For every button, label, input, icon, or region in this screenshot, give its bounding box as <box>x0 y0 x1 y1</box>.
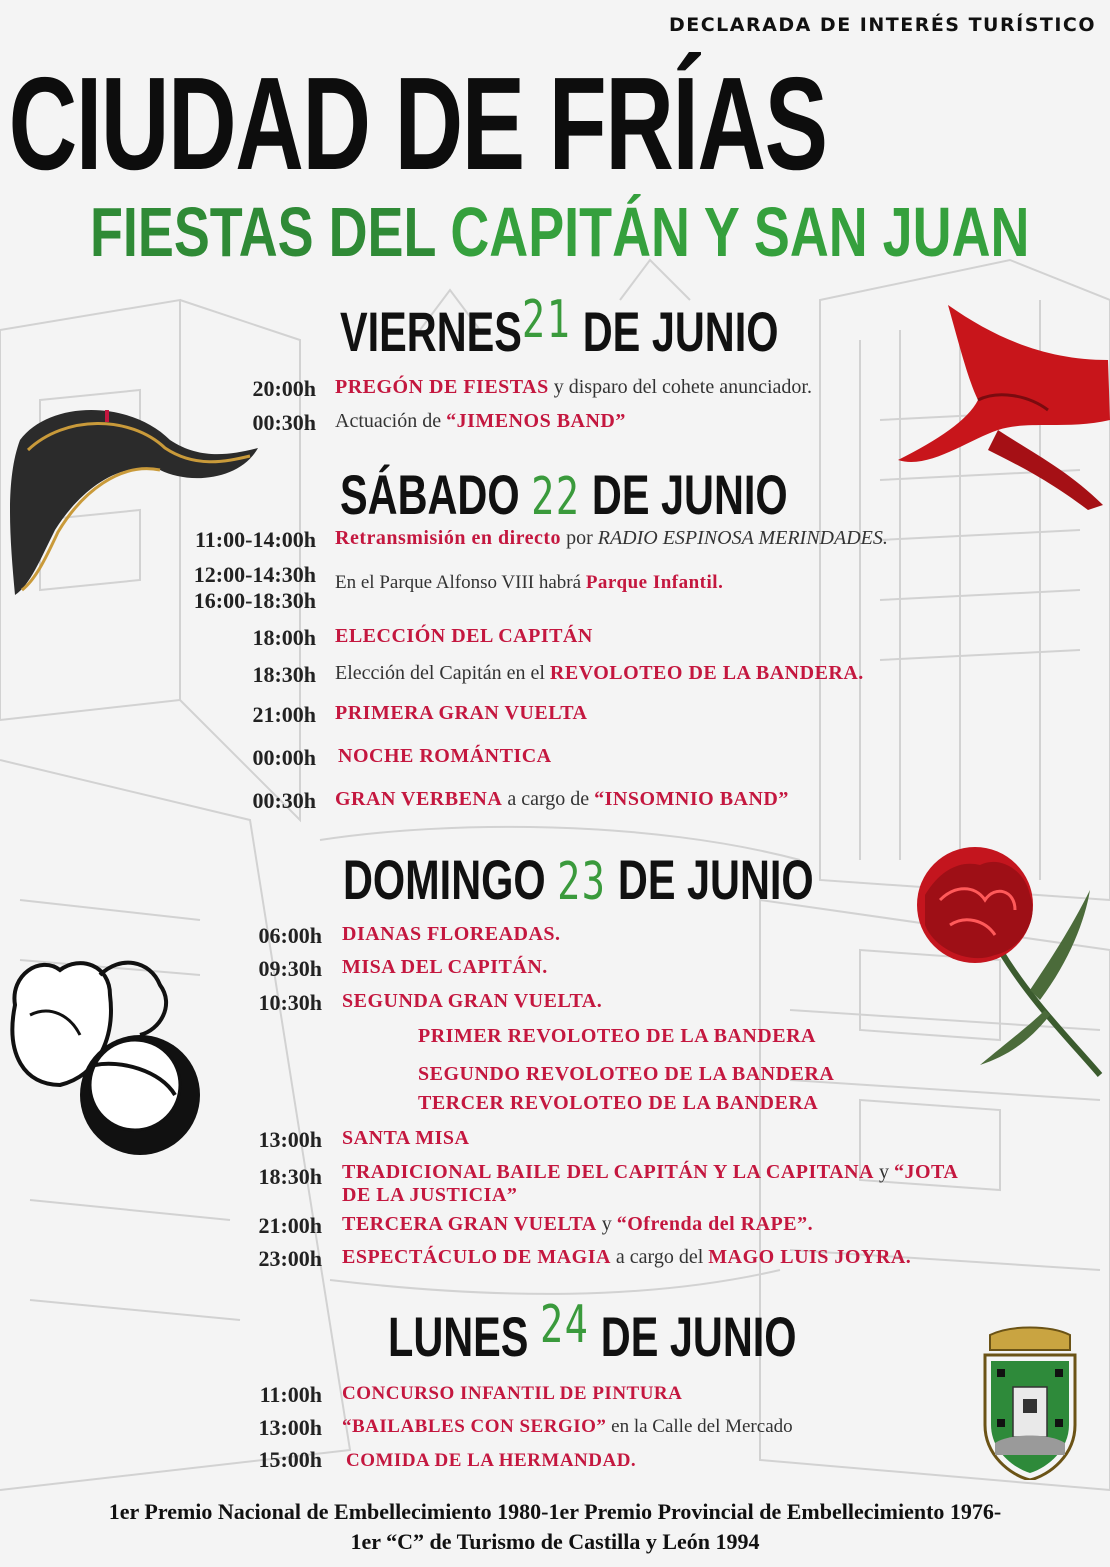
event-time: 15:00h <box>258 1447 322 1472</box>
day-name: DOMINGO <box>343 848 546 911</box>
event-detail: a cargo del <box>610 1246 709 1268</box>
event-row <box>0 625 316 653</box>
event-highlight: “INSOMNIO BAND” <box>594 788 789 810</box>
event-row <box>0 1164 322 1192</box>
subtitle-part1: FIESTAS DEL <box>90 193 451 271</box>
event-detail: En el Parque Alfonso VIII habrá <box>335 572 586 593</box>
event-time: 20:00h <box>252 376 316 401</box>
declared-tourist-interest-tagline: DECLARADA DE INTERÉS TURÍSTICO <box>668 14 1096 36</box>
event-row <box>0 1246 322 1274</box>
event-text <box>335 788 789 811</box>
event-row <box>0 702 316 730</box>
sub-event <box>418 1063 834 1086</box>
red-scarf-icon <box>878 300 1110 510</box>
event-text <box>346 1450 636 1472</box>
event-text <box>335 572 723 594</box>
day-name: SÁBADO <box>340 463 520 526</box>
event-row <box>0 956 322 984</box>
event-highlight: COMIDA DE LA HERMANDAD. <box>346 1450 637 1471</box>
event-row <box>0 1127 322 1155</box>
event-text <box>342 1383 682 1405</box>
festival-subtitle <box>90 192 1083 272</box>
event-time: 00:30h <box>252 788 316 813</box>
event-highlight: DIANAS FLOREADAS. <box>342 923 561 945</box>
event-time: 16:00-18:30h <box>193 588 316 613</box>
event-time: 21:00h <box>258 1213 322 1238</box>
event-highlight: MAGO LUIS JOYRA. <box>708 1246 912 1268</box>
event-time: 10:30h <box>258 990 322 1015</box>
month-label: DE JUNIO <box>582 300 779 363</box>
event-row <box>0 527 316 555</box>
event-text <box>342 1246 911 1269</box>
event-highlight: “JOTA <box>893 1161 959 1183</box>
event-text <box>335 702 588 725</box>
event-highlight: “BAILABLES CON SERGIO” <box>342 1416 607 1437</box>
event-detail: Actuación de <box>335 410 447 432</box>
event-text <box>342 990 602 1013</box>
event-time: 11:00h <box>259 1382 322 1407</box>
event-time: 12:00-14:30h <box>193 562 316 587</box>
day-heading-monday <box>388 1295 797 1369</box>
event-highlight: ELECCIÓN DEL CAPITÁN <box>335 625 593 647</box>
event-highlight: SANTA MISA <box>342 1127 470 1149</box>
event-time: 21:00h <box>252 702 316 727</box>
coat-of-arms-icon <box>975 1325 1085 1480</box>
event-text <box>342 923 561 946</box>
event-row <box>0 1213 322 1241</box>
event-row <box>0 662 316 690</box>
event-highlight: Retransmisión en directo <box>335 527 562 549</box>
event-highlight: GRAN VERBENA <box>335 788 503 810</box>
sub-event <box>418 1025 816 1048</box>
day-heading-friday <box>340 290 779 364</box>
event-highlight: MISA DEL CAPITÁN. <box>342 956 548 978</box>
event-text <box>335 625 593 648</box>
month-label: DE JUNIO <box>600 1305 797 1368</box>
event-row <box>0 745 316 773</box>
event-highlight: ESPECTÁCULO DE MAGIA <box>342 1246 611 1268</box>
event-row <box>0 923 322 951</box>
event-text <box>335 662 864 685</box>
event-highlight: Parque Infantil. <box>585 572 724 593</box>
event-time: 00:00h <box>252 745 316 770</box>
event-highlight: TERCER REVOLOTEO DE LA BANDERA <box>418 1092 819 1114</box>
event-detail: por <box>561 527 598 549</box>
day-name: LUNES <box>388 1305 529 1368</box>
awards-line-2: 1er “C” de Turismo de Castilla y León 1994 <box>350 1529 760 1554</box>
event-detail: y disparo del cohete anunciador. <box>548 376 812 398</box>
event-highlight: TRADICIONAL BAILE DEL CAPITÁN Y LA CAPITANA <box>342 1161 874 1183</box>
event-time: 00:30h <box>252 410 316 435</box>
event-row <box>0 376 316 404</box>
event-time: 18:30h <box>252 662 316 687</box>
event-time: 18:30h <box>258 1164 322 1189</box>
event-time: 06:00h <box>258 923 322 948</box>
event-text <box>335 527 888 550</box>
event-highlight: DE LA JUSTICIA” <box>342 1184 518 1206</box>
day-number: 22 <box>531 467 581 527</box>
event-detail: y <box>873 1161 894 1183</box>
event-highlight: NOCHE ROMÁNTICA <box>338 745 552 767</box>
event-row <box>0 562 316 590</box>
event-time: 13:00h <box>258 1415 322 1440</box>
event-detail-italic: RADIO ESPINOSA MERINDADES. <box>597 527 888 549</box>
carnation-icon <box>900 840 1110 1080</box>
event-detail: y <box>596 1213 617 1235</box>
event-time: 23:00h <box>258 1246 322 1271</box>
sub-event <box>418 1092 818 1115</box>
event-text <box>342 1161 958 1184</box>
event-time: 09:30h <box>258 956 322 981</box>
event-row <box>0 588 316 616</box>
event-time: 13:00h <box>258 1127 322 1152</box>
awards-footer <box>0 1497 1110 1557</box>
day-number: 23 <box>557 852 607 912</box>
event-row <box>0 1382 322 1410</box>
event-highlight: TERCERA GRAN VUELTA <box>342 1213 597 1235</box>
event-text-continued <box>342 1184 517 1207</box>
event-row <box>0 410 316 438</box>
event-highlight: SEGUNDO REVOLOTEO DE LA BANDERA <box>418 1063 835 1085</box>
event-detail: a cargo de <box>502 788 595 810</box>
day-number: 21 <box>521 290 572 350</box>
event-highlight: “Ofrenda del RAPE”. <box>616 1213 814 1235</box>
day-heading-sunday <box>343 848 814 912</box>
event-highlight: SEGUNDA GRAN VUELTA. <box>342 990 603 1012</box>
event-text <box>342 1127 469 1150</box>
subtitle-part2: CAPITÁN Y SAN JUAN <box>450 193 1030 271</box>
event-highlight: “JIMENOS BAND” <box>446 410 626 432</box>
event-text <box>335 410 626 433</box>
event-text <box>342 956 548 979</box>
event-highlight: PRIMERA GRAN VUELTA <box>335 702 588 724</box>
event-highlight: PRIMER REVOLOTEO DE LA BANDERA <box>418 1025 816 1047</box>
month-label: DE JUNIO <box>591 463 788 526</box>
event-text <box>342 1416 793 1438</box>
event-row <box>0 788 316 816</box>
event-text <box>342 1213 813 1236</box>
day-heading-saturday <box>340 463 788 527</box>
event-time: 11:00-14:00h <box>195 527 316 552</box>
event-row <box>0 990 322 1018</box>
event-row <box>0 1447 322 1475</box>
month-label: DE JUNIO <box>617 848 814 911</box>
day-name: VIERNES <box>340 300 522 363</box>
event-row <box>0 1415 322 1443</box>
day-number: 24 <box>539 1295 590 1355</box>
event-time: 18:00h <box>252 625 316 650</box>
event-highlight: REVOLOTEO DE LA BANDERA. <box>549 662 864 684</box>
awards-line-1: 1er Premio Nacional de Embellecimiento 1980-1er Premio Provincial de Embellecimiento 1976- <box>108 1499 1002 1524</box>
event-detail: Elección del Capitán en el <box>335 662 550 684</box>
main-title: CIUDAD DE FRÍAS <box>8 50 827 197</box>
event-highlight: CONCURSO INFANTIL DE PINTURA <box>342 1383 683 1404</box>
event-detail: en la Calle del Mercado <box>606 1416 793 1437</box>
event-text <box>335 376 812 399</box>
event-text <box>338 745 552 768</box>
event-highlight: PREGÓN DE FIESTAS <box>335 376 549 398</box>
